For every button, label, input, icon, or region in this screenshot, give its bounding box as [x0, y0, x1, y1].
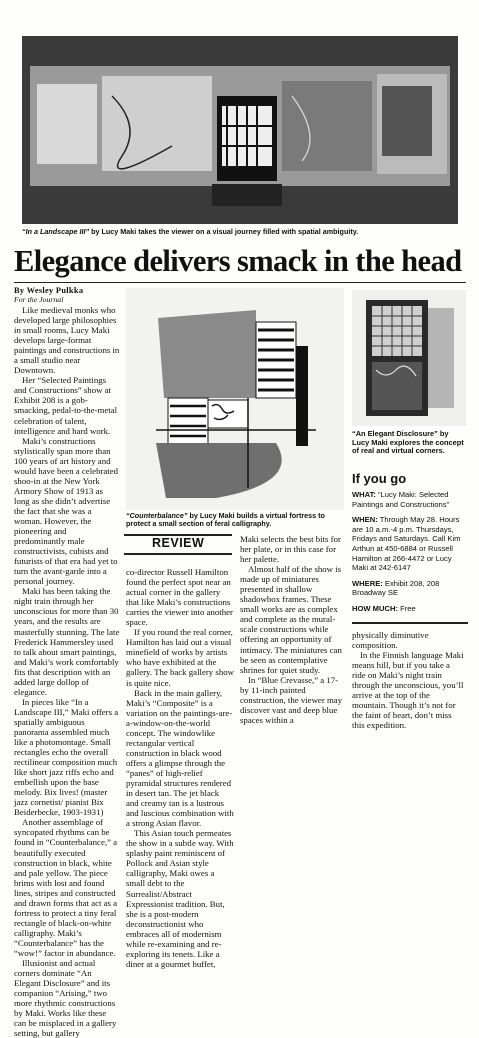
- if-you-go-title: If you go: [352, 471, 407, 486]
- photo-in-a-landscape-iii: [22, 36, 458, 224]
- article-column-4: [352, 630, 464, 730]
- photo-counterbalance: [126, 288, 344, 510]
- photo-an-elegant-disclosure: [352, 290, 466, 426]
- info-box-rule: [352, 622, 468, 624]
- col3-paragraph: Maki selects the best bits for her plate, or in this case for her palette.: [240, 534, 341, 565]
- col4-paragraph: physically diminutive composition.: [352, 630, 429, 651]
- col1-paragraph: Another assemblage of syncopated rhythms can be found in “Counterbalance,” a beautifully executed construction in black, white and pale yellow. The piece brims with lost and found lines, stripes and constructed and drawn forms that act as a fortress to protect a tiny feral rectangle of black-on-white calligraphy. Maki’s “Counterbalance” has the “wow!” factor in abundance.: [14, 817, 118, 958]
- counterbalance-caption: [126, 512, 344, 529]
- col1-paragraph: Her “Selected Paintings and Constructions” show at Exhibit 208 is a gob-smacking, pedal-to-the-metal celebration of talent, intelligence and hard work.: [14, 375, 118, 436]
- if-you-go-info: [352, 490, 468, 620]
- article-column-3: [240, 534, 346, 725]
- counterbalance-caption-text: by Lucy Maki builds a virtual fortress to protect a small section of feral calligraphy.: [126, 511, 325, 529]
- info-where-value: Exhibit 208, 208 Broadway SE: [352, 578, 440, 598]
- byline-source: For the Journal: [14, 295, 64, 304]
- top-photo-caption: [22, 228, 462, 236]
- counterbalance-artwork-image: [126, 288, 344, 510]
- byline: [14, 286, 120, 304]
- top-caption-text: by Lucy Maki takes the viewer on a visual journey filled with spatial ambiguity.: [89, 227, 359, 236]
- info-what-label: WHAT:: [352, 490, 376, 499]
- review-label: REVIEW: [152, 536, 205, 550]
- headline: Elegance delivers smack in the head: [14, 244, 462, 278]
- col1-paragraph: Illusionist and actual corners dominate “An Elegant Disclosure” and its companion “Arising,” two more rhythmic constructions by Maki. Works like these can be misplaced in a gallery setting, but gallery: [14, 958, 117, 1038]
- col1-paragraph: Maki’s constructions stylistically span more than 100 years of art history and would have been a celebrated shoo-in at the New York Armory Show of 1913 as long as she didn’t advertise the fact that she was a woman. However, the pioneering and predominantly male constructivists, cubists and futurists of that era had yet to turn the avant-garde into a personal journey.: [14, 435, 119, 587]
- top-caption-title: “In a Landscape III”: [22, 227, 90, 236]
- article-column-2: [126, 567, 234, 969]
- info-howmuch: [352, 604, 468, 614]
- info-when-value: Through May 28. Hours are 10 a.m.-4 p.m. Thursdays, Fridays and Saturdays. Call Kim Arthun at 450-6884 or Russell Hamilton at 266-4472 or Lucy Maki at 242-6147: [352, 515, 461, 573]
- article-column-1: [14, 305, 120, 1038]
- info-where: [352, 579, 468, 598]
- col3-paragraph: In “Blue Crevasse,” a 17- by 11-inch painted construction, the viewer may discover vast and deep blue spaces within a: [240, 674, 343, 725]
- disclosure-artwork-image: [352, 290, 466, 426]
- counterbalance-caption-title: “Counterbalance”: [126, 511, 188, 520]
- col2-paragraph: If you round the real corner, Hamilton has laid out a visual minefield of works by artists who have exhibited at the gallery. The back gallery show is quite nice.: [126, 627, 234, 688]
- info-howmuch-label: HOW MUCH:: [352, 603, 398, 613]
- info-what: [352, 490, 468, 509]
- review-rule-bottom: [124, 553, 232, 555]
- col1-paragraph: Maki has been taking the night train through her unconscious for more than 30 years, and the results are masterfully stunning. The late Frederick Hammersley used to talk about smart paintings, and Maki’s work comfortably fits that description with an added large dollop of elegance.: [14, 586, 120, 697]
- info-where-label: WHERE:: [352, 578, 383, 588]
- col3-paragraph: Almost half of the show is made up of miniatures presented in shallow shadowbox frames. These small works are as complex and complete as the mural-scale constructions while offering an opportunity of intimacy. The miniatures can be seen as contemplative shrines for quiet study.: [240, 564, 342, 675]
- info-howmuch-value: Free: [397, 603, 416, 613]
- col2-paragraph: Back in the main gallery, Maki’s “Composite” is a variation on the paintings-are-a-window-on-the-world concept. The windowlike rectangular vertical construction in black wood offers a glimpse through the “panes” of high-relief pyramidal structures rendered in desert tan. The jet black and creamy tan is a lustrous and luscious combination with a strong Asian flavor.: [126, 687, 234, 829]
- info-when-label: WHEN:: [352, 515, 378, 525]
- info-what-value: “Lucy Maki: Selected Paintings and Constructions”: [352, 490, 450, 509]
- headline-rule: [14, 282, 466, 283]
- landscape-artwork-image: [22, 36, 458, 224]
- col1-paragraph: In pieces like “In a Landscape III,” Maki offers a spatially ambiguous panorama assembled much like a photomontage. Small rectangles echo the overall rectilinear composition much like short jazz riffs echo and embellish upon the base melody. Bix lives! (master jazz cornetist/ pianist Bix Beiderbecke, 1903-1931): [14, 696, 119, 818]
- info-when: [352, 515, 468, 573]
- col1-paragraph: Like medieval monks who developed large philosophies in small rooms, Lucy Maki develops large-format paintings and constructions in a small studio near Downtown.: [14, 305, 120, 376]
- disclosure-caption: “An Elegant Disclosure” by Lucy Maki explores the concept of real and virtual corners.: [352, 429, 464, 456]
- col4-paragraph: In the Finnish language Maki means hill, but if you take a ride on Maki’s night train through the unconscious, you’ll arrive at the top of the mountain. Though it’s not for the faint of heart, don’t miss this expedition.: [352, 650, 464, 731]
- byline-author: By Wesley Pulkka: [14, 286, 84, 295]
- col2-paragraph: co-director Russell Hamilton found the perfect spot near an actual corner in the gallery that like Maki’s constructions carries the viewer into another space.: [126, 567, 233, 628]
- col2-paragraph: This Asian touch permeates the show in a subtle way. With splashy paint reminiscent of Pollock and Asian style calligraphy, Maki owes a small debt to the Surrealist/Abstract Expressionist tradition. But, she is a post-modern deconstructionist who embraces all of modernism while re-examining and re-exploring its tenets. Like a diner at a gourmet buffet,: [126, 828, 234, 969]
